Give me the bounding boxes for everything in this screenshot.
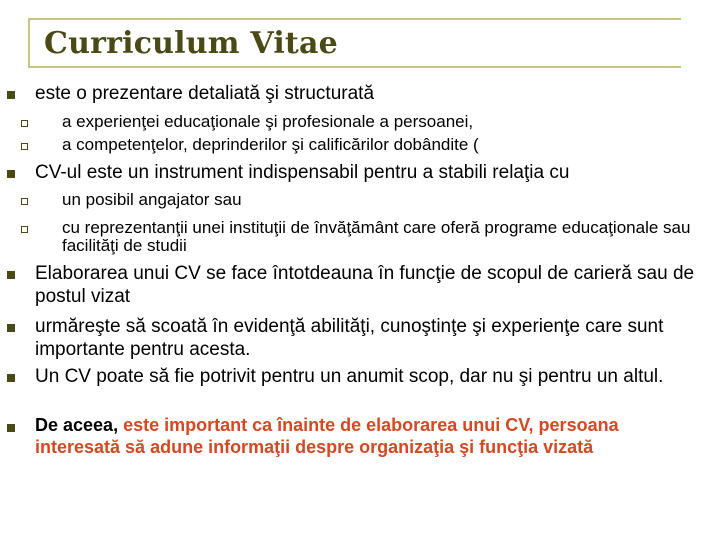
sub-bullet-text: un posibil angajator sau — [62, 190, 242, 209]
bullet-text: Un CV poate să fie potrivit pentru un anumit scop, dar nu şi pentru un altul. — [35, 366, 664, 387]
sub-bullet-text: cu reprezentanţii unei instituţii de învăţământ care oferă programe educaţionale sau facilităţi de studii — [62, 218, 691, 255]
bullet-text: CV-ul este un instrument indispensabil pentru a stabili relaţia cu — [35, 162, 570, 183]
slide-title: Curriculum Vitae — [44, 26, 338, 61]
emphasis-text: este important ca înainte de elaborarea unui CV, persoana interesată să adune informaţii despre organizaţia şi funcţia vizată — [35, 415, 619, 457]
title-frame-bottom-line — [28, 66, 681, 68]
square-bullet-icon — [7, 324, 15, 332]
bullet-text: Elaborarea unui CV se face întotdeauna în funcţie de scopul de carieră sau de postul vizat — [35, 263, 695, 307]
square-bullet-icon — [7, 424, 15, 432]
sub-bullet-text: a experienţei educaţionale şi profesionale a persoanei, — [62, 112, 474, 131]
square-bullet-icon — [7, 271, 15, 279]
title-frame-top-line — [28, 18, 681, 20]
square-bullet-icon — [7, 374, 15, 382]
bullet-text: urmăreşte să scoată în evidenţă abilităţi, cunoştinţe şi experienţe care sunt importante pentru acesta. — [35, 316, 664, 360]
title-frame-left-line — [28, 18, 30, 66]
sub-bullet-text: a competenţelor, deprinderilor şi calificărilor dobândite ( — [62, 135, 479, 154]
hollow-square-bullet-icon — [21, 120, 28, 127]
bullet-text — [35, 414, 695, 458]
hollow-square-bullet-icon — [21, 226, 28, 233]
square-bullet-icon — [7, 91, 15, 99]
square-bullet-icon — [7, 170, 15, 178]
bullet-text: este o prezentare detaliată şi structurată — [35, 83, 375, 104]
hollow-square-bullet-icon — [21, 198, 28, 205]
bullet-lead-text: De aceea, — [35, 415, 119, 435]
hollow-square-bullet-icon — [21, 143, 28, 150]
